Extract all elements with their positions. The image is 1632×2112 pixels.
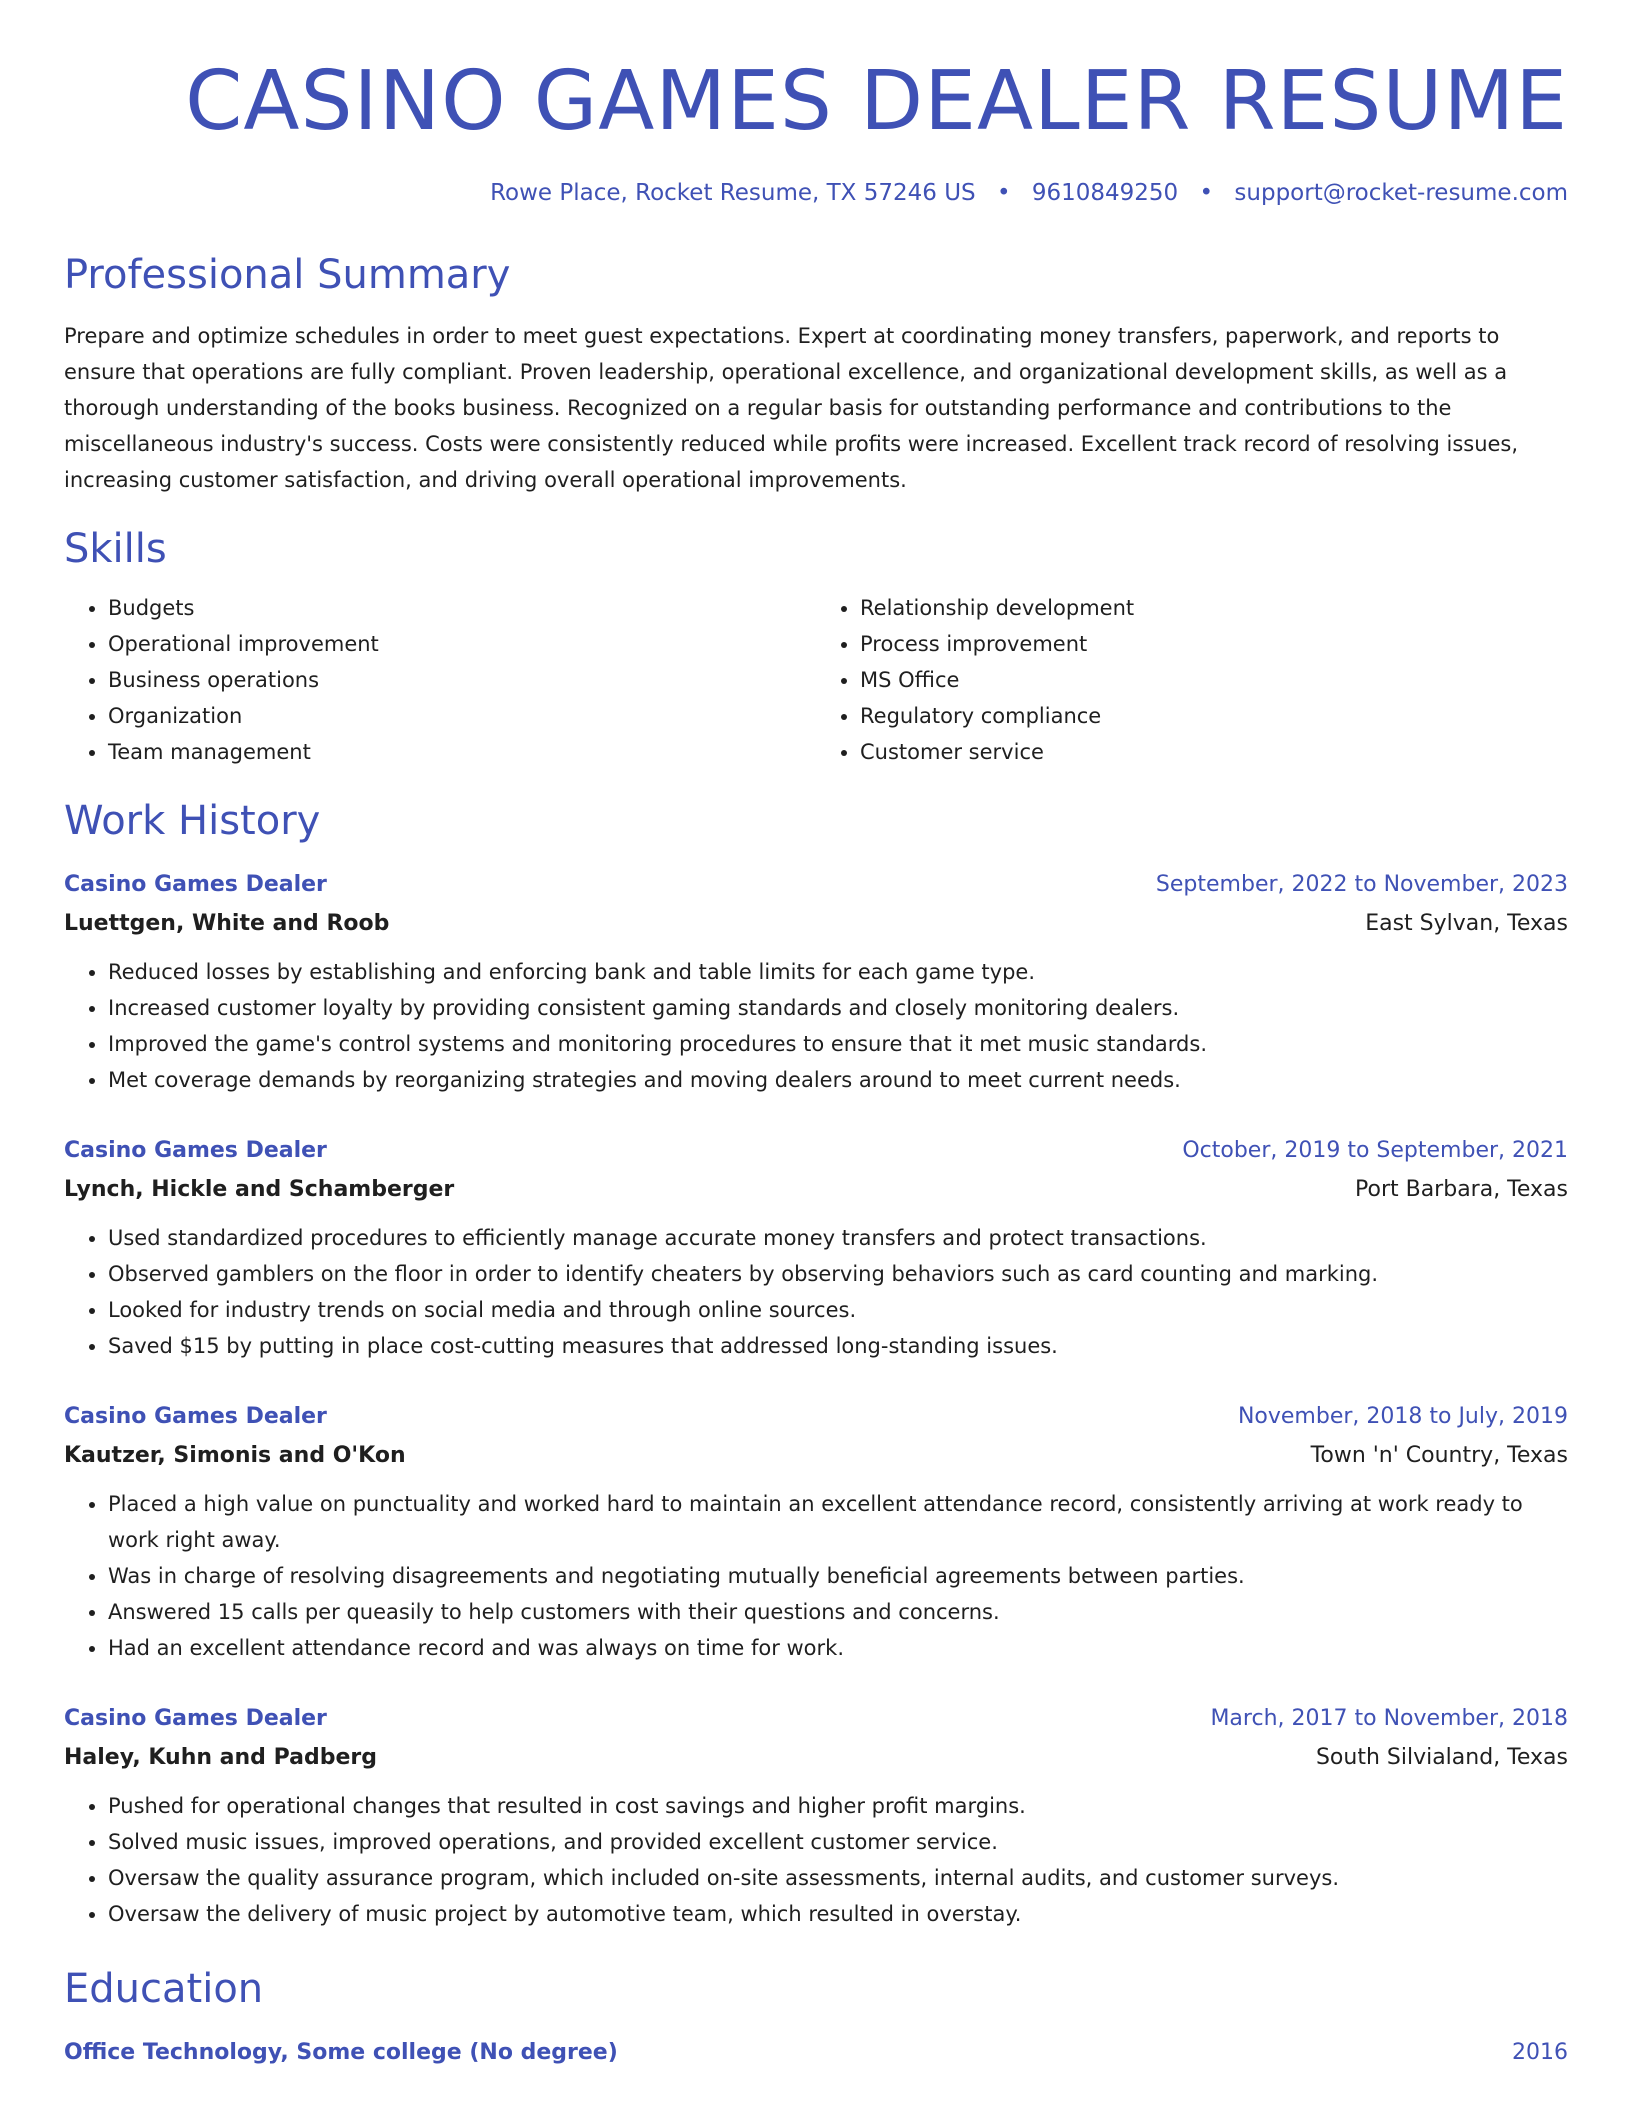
job-entry xyxy=(64,1134,1568,1364)
job-entry xyxy=(64,868,1568,1098)
job-dates: November, 2018 to July, 2019 xyxy=(1237,1404,1568,1429)
job-company: Kautzer, Simonis and O'Kon xyxy=(64,1443,406,1468)
job-company: Luettgen, White and Roob xyxy=(64,911,390,936)
summary-heading: Professional Summary xyxy=(64,252,511,298)
job-header xyxy=(64,868,1568,902)
skill-item: • Budgets xyxy=(108,590,816,626)
job-bullet: • Was in charge of resolving disagreements and negotiating mutually beneficial agreements between parties. xyxy=(108,1558,1568,1594)
job-subheader xyxy=(64,1174,1568,1206)
job-header xyxy=(64,1134,1568,1168)
skill-item: • Organization xyxy=(108,698,816,734)
skill-item: • Process improvement xyxy=(860,626,1568,662)
job-bullet: • Solved music issues, improved operations, and provided excellent customer service. xyxy=(108,1824,1568,1860)
contact-line xyxy=(64,178,1568,208)
job-bullets xyxy=(64,1220,1568,1364)
job-bullet: • Placed a high value on punctuality and worked hard to maintain an excellent attendance record, consistently arriving at work ready to work right away. xyxy=(108,1486,1568,1558)
skill-item: • Customer service xyxy=(860,734,1568,770)
skill-item: • Business operations xyxy=(108,662,816,698)
job-role: Casino Games Dealer xyxy=(64,1404,327,1429)
education-year: 2016 xyxy=(1512,2040,1568,2065)
job-subheader xyxy=(64,908,1568,940)
resume-page xyxy=(64,0,1568,2112)
job-bullet: • Oversaw the delivery of music project by automotive team, which resulted in overstay. xyxy=(108,1896,1568,1932)
job-company: Haley, Kuhn and Padberg xyxy=(64,1745,377,1770)
job-bullet: • Improved the game's control systems and monitoring procedures to ensure that it met music standards. xyxy=(108,1026,1568,1062)
job-bullet: • Answered 15 calls per queasily to help customers with their questions and concerns. xyxy=(108,1594,1568,1630)
skills-left-column xyxy=(64,590,816,770)
job-role: Casino Games Dealer xyxy=(64,1138,327,1163)
job-bullet: • Met coverage demands by reorganizing strategies and moving dealers around to meet current needs. xyxy=(108,1062,1568,1098)
skill-item: • Operational improvement xyxy=(108,626,816,662)
contact-separator: • xyxy=(996,180,1011,206)
job-bullet: • Oversaw the quality assurance program, which included on-site assessments, internal audits, and customer surveys. xyxy=(108,1860,1568,1896)
job-bullet: • Pushed for operational changes that resulted in cost savings and higher profit margins. xyxy=(108,1788,1568,1824)
contact-phone: 9610849250 xyxy=(1031,180,1179,206)
job-bullet: • Increased customer loyalty by providing consistent gaming standards and closely monitoring dealers. xyxy=(108,990,1568,1026)
job-bullet: • Had an excellent attendance record and was always on time for work. xyxy=(108,1630,1568,1666)
job-bullet: • Observed gamblers on the floor in order to identify cheaters by observing behaviors such as card counting and marking. xyxy=(108,1256,1568,1292)
education-degree: Office Technology, Some college (No degree) xyxy=(64,2040,618,2065)
skill-item: • Team management xyxy=(108,734,816,770)
job-subheader xyxy=(64,1742,1568,1774)
education-entry xyxy=(64,2036,1568,2070)
job-subheader xyxy=(64,1440,1568,1472)
job-dates: March, 2017 to November, 2018 xyxy=(1210,1706,1568,1731)
job-role: Casino Games Dealer xyxy=(64,1706,327,1731)
skills-grid xyxy=(64,590,1568,770)
resume-title: CASINO GAMES DEALER RESUME xyxy=(185,54,1568,149)
skills-right-column xyxy=(816,590,1568,770)
contact-address: Rowe Place, Rocket Resume, TX 57246 US xyxy=(490,180,976,206)
skills-heading: Skills xyxy=(64,526,167,572)
job-bullet: • Used standardized procedures to efficiently manage accurate money transfers and protect transactions. xyxy=(108,1220,1568,1256)
job-header xyxy=(64,1400,1568,1434)
job-role: Casino Games Dealer xyxy=(64,872,327,897)
skill-item: • MS Office xyxy=(860,662,1568,698)
job-location: East Sylvan, Texas xyxy=(1365,911,1568,936)
summary-text: Prepare and optimize schedules in order to meet guest expectations. Expert at coordinating money transfers, paperwork, and reports to ensure that operations are fully compliant. Proven leadership, operational excellence, and organizational development skills, as well as a thorough understanding of the books business. Recognized on a regular basis for outstanding performance and contributions to the miscellaneous industry's success. Costs were consistently reduced while profits were increased. Excellent track record of resolving issues, increasing customer satisfaction, and driving overall operational improvements. xyxy=(64,324,1519,492)
job-entry xyxy=(64,1400,1568,1666)
job-entry xyxy=(64,1702,1568,1932)
education-heading: Education xyxy=(64,1966,264,2012)
job-company: Lynch, Hickle and Schamberger xyxy=(64,1177,455,1202)
job-location: Port Barbara, Texas xyxy=(1355,1177,1568,1202)
work-history-heading: Work History xyxy=(64,798,321,844)
job-bullet: • Reduced losses by establishing and enforcing bank and table limits for each game type. xyxy=(108,954,1568,990)
job-dates: October, 2019 to September, 2021 xyxy=(1182,1138,1568,1163)
contact-email: support@rocket-resume.com xyxy=(1234,180,1568,206)
job-bullets xyxy=(64,1486,1568,1666)
skill-item: • Relationship development xyxy=(860,590,1568,626)
job-dates: September, 2022 to November, 2023 xyxy=(1155,872,1568,897)
job-location: Town 'n' Country, Texas xyxy=(1310,1443,1568,1468)
job-bullets xyxy=(64,1788,1568,1932)
job-location: South Silvialand, Texas xyxy=(1315,1745,1568,1770)
job-bullet: • Looked for industry trends on social media and through online sources. xyxy=(108,1292,1568,1328)
job-bullets xyxy=(64,954,1568,1098)
job-bullet: • Saved $15 by putting in place cost-cutting measures that addressed long-standing issues. xyxy=(108,1328,1568,1364)
skill-item: • Regulatory compliance xyxy=(860,698,1568,734)
job-header xyxy=(64,1702,1568,1736)
contact-separator: • xyxy=(1199,180,1214,206)
